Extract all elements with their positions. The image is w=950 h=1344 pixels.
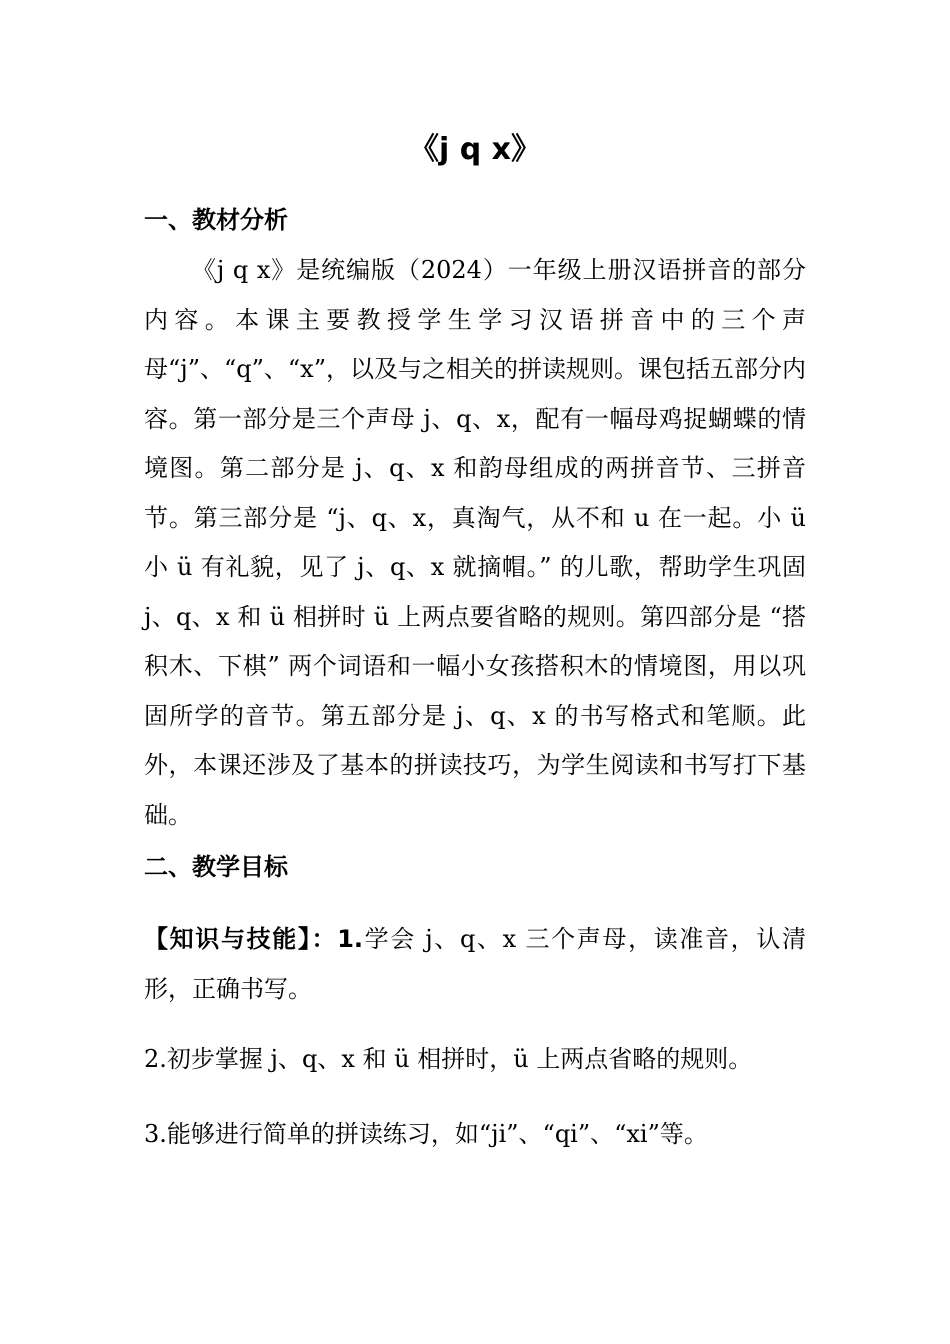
- goal-1-number: 1.: [337, 925, 364, 953]
- section-heading-textbook-analysis: 一、教材分析: [144, 206, 288, 234]
- goal-3-paragraph: 3.能够进行简单的拼读练习，如“ji”、“qi”、“xi”等。: [144, 1120, 708, 1148]
- goal-1-text: 学会 j、q、x 三个声母，读准音，认清形，正确书写。: [144, 925, 806, 1003]
- page-title: 《j q x》: [409, 132, 541, 167]
- goal-1-paragraph: [144, 915, 806, 1014]
- textbook-analysis-paragraph: 《j q x》是统编版（2024）一年级上册汉语拼音的部分内容。本课主要教授学生学习汉语拼音中的三个声母“j”、“q”、“x”，以及与之相关的拼读规则。课包括五部分内容。第一部分是三个声母 j、q、x，配有一幅母鸡捉蝴蝶的情境图。第二部分是 j、q、x 和韵母组成的两拼音节、三拼音节。第三部分是 “j、q、x，真淘气，从不和 u 在一起。小 ü 小 ü 有礼貌，见了 j、q、x 就摘帽。” 的儿歌，帮助学生巩固 j、q、x 和 ü 相拼时 ü 上两点要省略的规则。第四部分是 “搭积木、下棋” 两个词语和一幅小女孩搭积木的情境图，用以巩固所学的音节。第五部分是 j、q、x 的书写格式和笔顺。此外，本课还涉及了基本的拼读技巧，为学生阅读和书写打下基础。: [144, 256, 806, 829]
- goal-2-paragraph: 2.初步掌握 j、q、x 和 ü 相拼时，ü 上两点省略的规则。: [144, 1045, 753, 1073]
- section-heading-teaching-goals: 二、教学目标: [144, 853, 288, 881]
- knowledge-skills-label: 【知识与技能】：: [144, 925, 338, 953]
